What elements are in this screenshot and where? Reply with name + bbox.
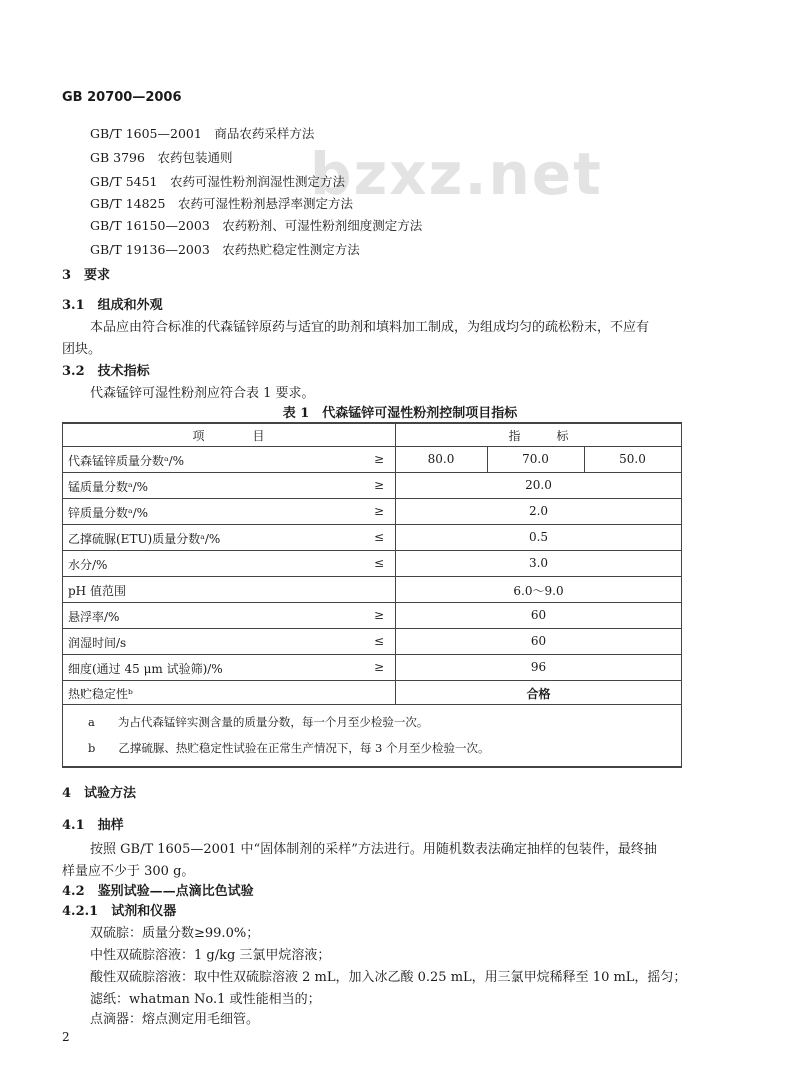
section-4-2-heading: 4.2 鉴别试验——点滴比色试验 xyxy=(62,884,254,899)
spec-table xyxy=(62,422,682,767)
row-value: 6.0～9.0 xyxy=(513,584,564,598)
watermark: bzxz.net xyxy=(310,140,603,208)
row-value: 合格 xyxy=(526,687,551,701)
section-4-heading: 4 试验方法 xyxy=(62,786,137,801)
section-3-2-heading: 3.2 技术指标 xyxy=(62,364,150,379)
reference-line: GB/T 16150—2003 农药粉剂、可湿性粉剂细度测定方法 xyxy=(90,218,423,233)
row-item-name: 热贮稳定性ᵇ xyxy=(68,687,133,701)
section-4-2-1-heading: 4.2.1 试剂和仪器 xyxy=(62,904,177,919)
list-item: 双硫腙：质量分数≥99.0%； xyxy=(90,926,260,941)
row-item-name: 水分/% xyxy=(68,558,108,572)
row-value: 50.0 xyxy=(619,452,646,466)
reference-line: GB/T 19136—2003 农药热贮稳定性测定方法 xyxy=(90,242,360,257)
column-header-item: 项 目 xyxy=(192,429,265,443)
row-value: 60 xyxy=(530,608,547,622)
row-value: 2.0 xyxy=(528,504,549,518)
reference-line: GB/T 14825 农药可湿性粉剂悬浮率测定方法 xyxy=(90,196,353,211)
paragraph: 样量应不少于 300 g。 xyxy=(62,864,195,879)
column-header-index: 指 标 xyxy=(508,429,569,443)
document-header: GB 20700—2006 xyxy=(62,90,182,105)
row-item-name: 润湿时间/s xyxy=(68,636,127,650)
row-operator: ≥ xyxy=(373,504,385,518)
row-value: 0.5 xyxy=(528,530,549,544)
section-3-heading: 3 要求 xyxy=(62,268,111,283)
row-operator: ≤ xyxy=(373,634,385,648)
page-number: 2 xyxy=(62,1030,70,1044)
list-item: 中性双硫腙溶液：1 g/kg 三氯甲烷溶液； xyxy=(90,948,331,963)
section-3-1-heading: 3.1 组成和外观 xyxy=(62,298,163,313)
row-value: 70.0 xyxy=(522,452,549,466)
row-operator: ≥ xyxy=(373,452,385,466)
reference-line: GB 3796 农药包装通则 xyxy=(90,150,233,165)
reference-line: GB/T 1605—2001 商品农药采样方法 xyxy=(90,126,315,141)
section-4-1-heading: 4.1 抽样 xyxy=(62,818,124,833)
row-item-name: 锌质量分数ᵃ/% xyxy=(68,506,149,520)
row-value: 20.0 xyxy=(525,478,552,492)
row-item-name: 乙撑硫脲(ETU)质量分数ᵃ/% xyxy=(68,532,221,546)
table-caption: 表 1 代森锰锌可湿性粉剂控制项目指标 xyxy=(282,406,518,421)
row-item-name: 细度(通过 45 μm 试验筛)/% xyxy=(68,662,223,676)
row-item-name: 代森锰锌质量分数ᵃ/% xyxy=(68,454,185,468)
paragraph: 按照 GB/T 1605—2001 中“固体制剂的采样”方法进行。用随机数表法确定抽样的包装件，最终抽 xyxy=(90,842,657,857)
table-footnote: a 为占代森锰锌实测含量的质量分数，每一个月至少检验一次。 xyxy=(88,715,429,729)
row-operator: ≥ xyxy=(373,660,385,674)
row-value: 3.0 xyxy=(528,556,549,570)
row-value: 60 xyxy=(530,634,547,648)
table-footnote: b 乙撑硫脲、热贮稳定性试验在正常生产情况下，每 3 个月至少检验一次。 xyxy=(88,741,490,755)
row-item-name: 锰质量分数ᵃ/% xyxy=(68,480,149,494)
paragraph: 代森锰锌可湿性粉剂应符合表 1 要求。 xyxy=(90,386,315,401)
paragraph: 本品应由符合标准的代森锰锌原药与适宜的助剂和填料加工制成，为组成均匀的疏松粉末，不应有 xyxy=(90,320,650,335)
row-value: 96 xyxy=(530,660,547,674)
row-value: 80.0 xyxy=(427,452,455,466)
list-item: 滤纸：whatman No.1 或性能相当的； xyxy=(90,992,321,1007)
row-operator: ≥ xyxy=(373,608,385,622)
row-item-name: pH 值范围 xyxy=(68,584,126,598)
row-operator: ≤ xyxy=(373,556,385,570)
list-item: 点滴器：熔点测定用毛细管。 xyxy=(90,1012,260,1027)
row-operator: ≥ xyxy=(373,478,385,492)
row-item-name: 悬浮率/% xyxy=(68,610,120,624)
paragraph: 团块。 xyxy=(62,342,102,357)
row-operator: ≤ xyxy=(373,530,385,544)
list-item: 酸性双硫腙溶液：取中性双硫腙溶液 2 mL，加入冰乙酸 0.25 mL，用三氯甲烷稀释至 10 mL，摇匀； xyxy=(90,970,687,985)
reference-line: GB/T 5451 农药可湿性粉剂润湿性测定方法 xyxy=(90,174,346,189)
